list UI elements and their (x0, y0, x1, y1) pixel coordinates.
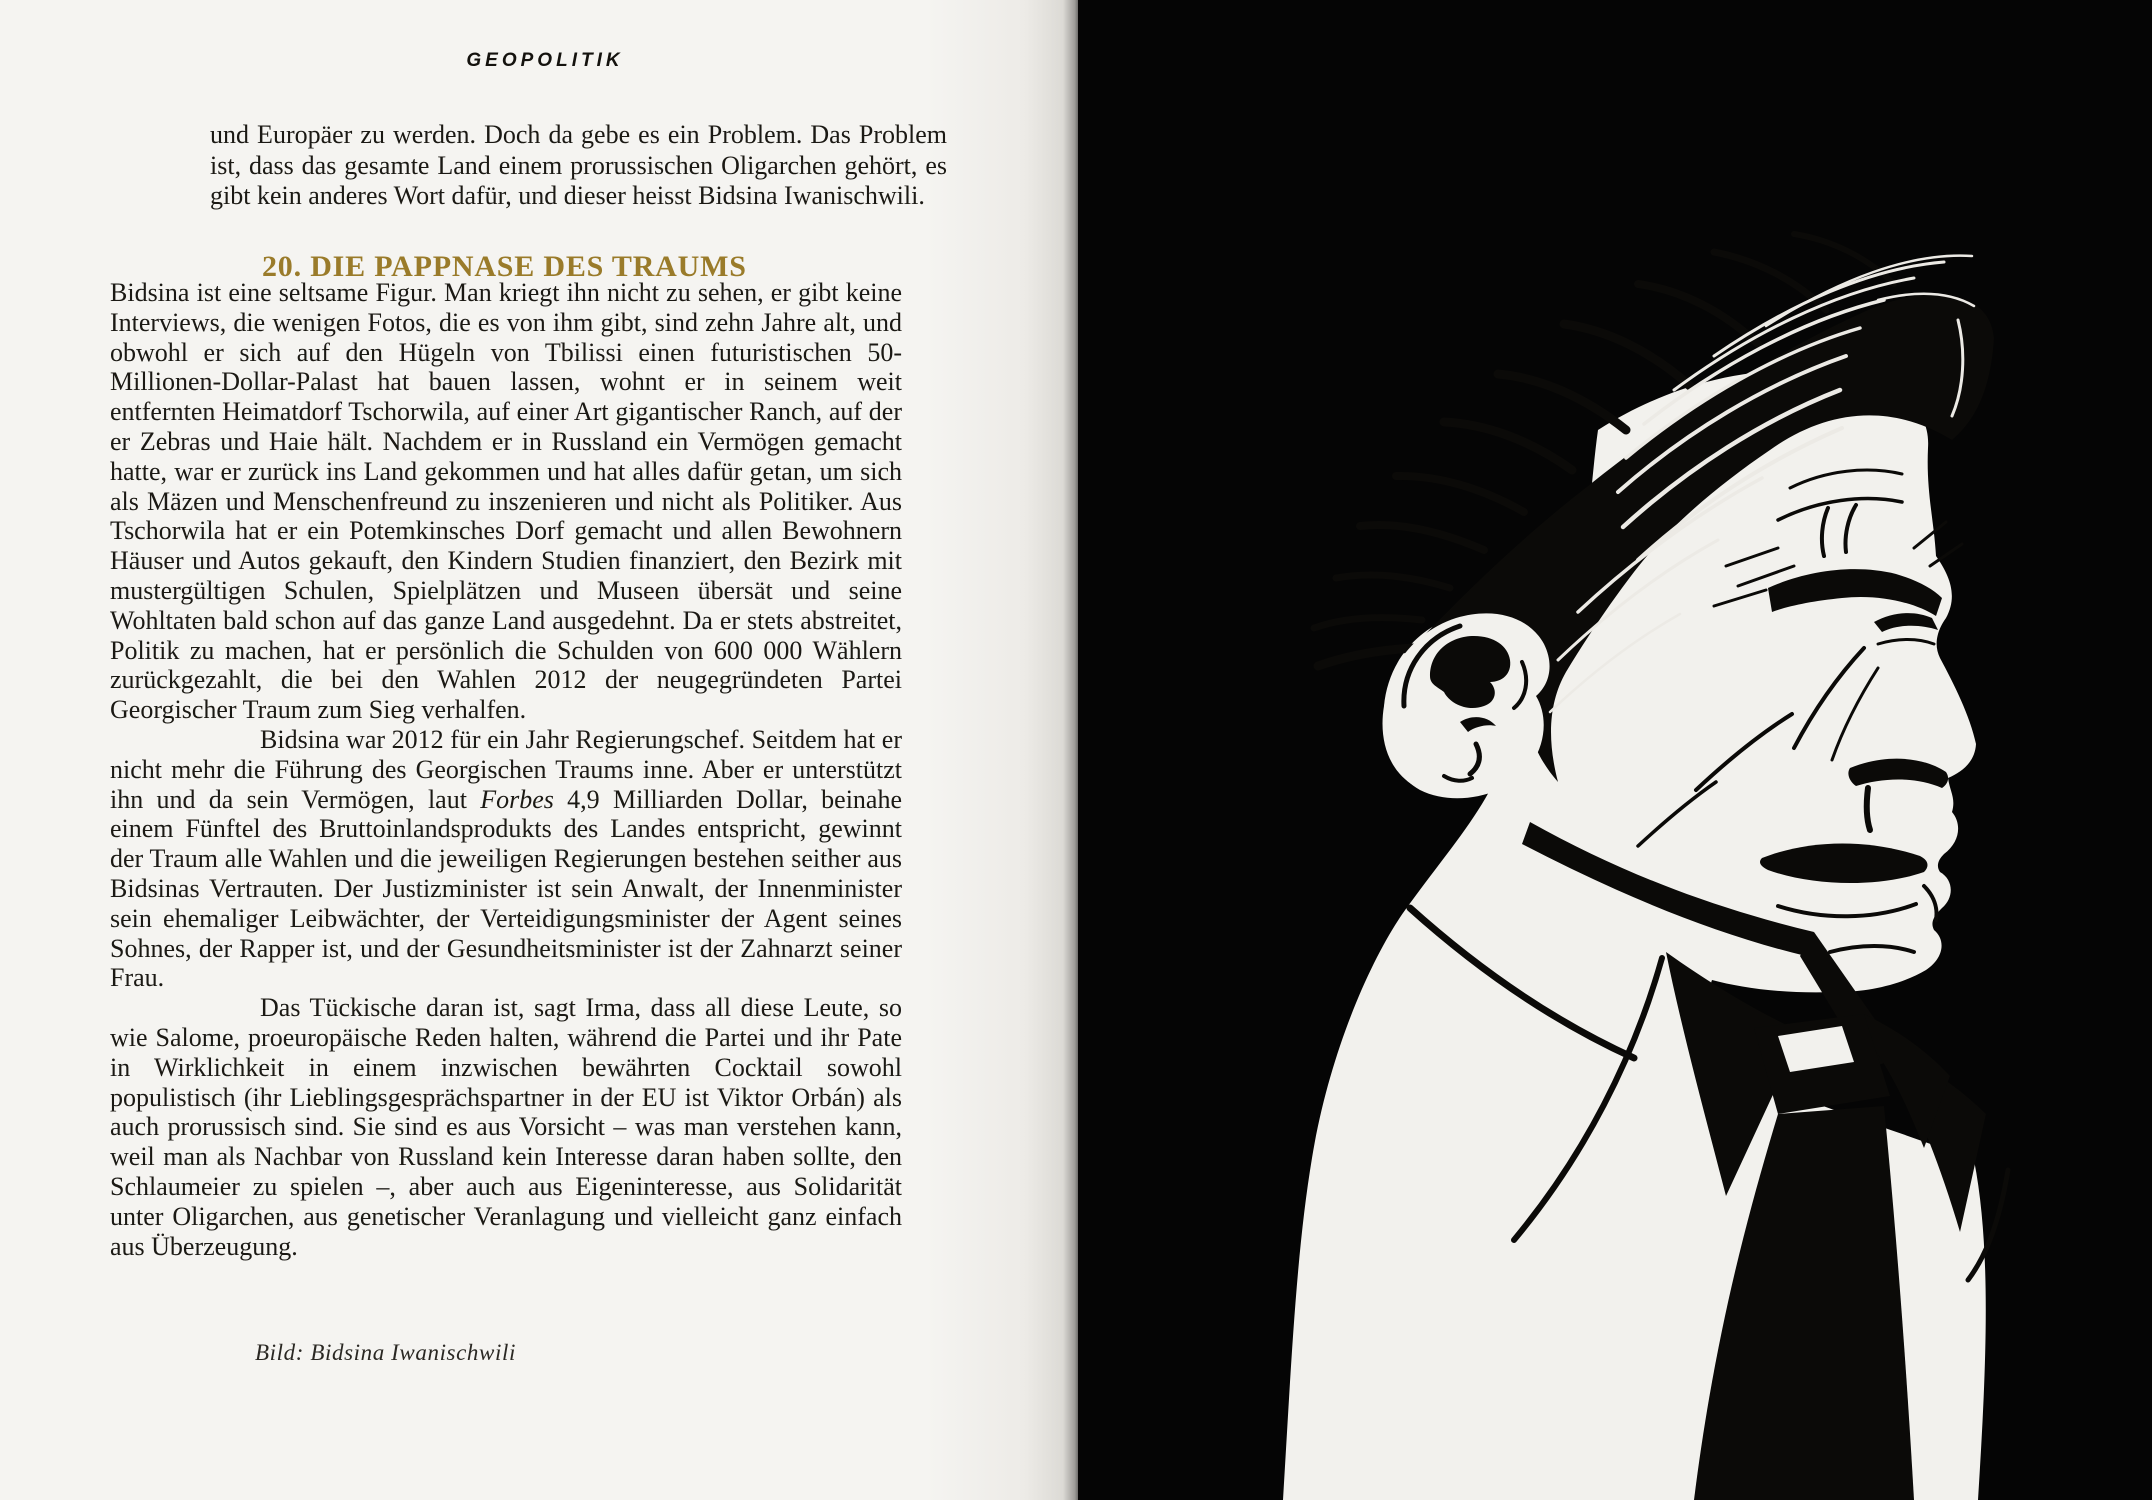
magazine-name-italic: Forbes (480, 784, 554, 814)
body-paragraph (110, 725, 902, 993)
image-credit-caption: Bild: Bidsina Iwanischwili (255, 1340, 516, 1365)
illustration-page (1078, 0, 2152, 1500)
paragraph-text: Bidsina war 2012 für ein Jahr Regierungschef. Seitdem hat er nicht mehr die Führung des Georgischen Traums inne. Aber er unterstützt ihn und da sein Vermögen, laut (110, 724, 902, 814)
portrait-illustration (1078, 0, 2152, 1500)
body-paragraph: Das Tückische daran ist, sagt Irma, dass all diese Leute, so wie Salome, proeuropäische Reden halten, während die Partei und ihr Pate in Wirklichkeit in einem inzwischen bewährten Cocktail sowohl populistisch (ihr Lieblingsgesprächspartner in der EU ist Viktor Orbán) als auch prorussisch sind. Sie sind es aus Vorsicht – was man verstehen kann, weil man als Nachbar von Russland kein Interesse daran haben sollte, den Schlaumeier zu spielen –, aber auch aus Eigeninteresse, aus Solidarität unter Oligarchen, aus genetischer Veranlagung und vielleicht ganz einfach aus Überzeugung. (110, 993, 902, 1261)
chapter-heading: 20. DIE PAPPNASE DES TRAUMS (262, 249, 747, 283)
body-paragraph: Bidsina ist eine seltsame Figur. Man kriegt ihn nicht zu sehen, er gibt keine Interviews, die wenigen Fotos, die es von ihm gibt, sind zehn Jahre alt, und obwohl er sich auf den Hügeln von Tbilissi einen futuristischen 50-Millionen-Dollar-Palast hat bauen lassen, wohnt er in seinem weit entfernten Heimatdorf Tschorwila, auf einer Art gigantischer Ranch, auf der er Zebras und Haie hält. Nachdem er in Russland ein Vermögen gemacht hatte, war er zurück ins Land gekommen und hat alles dafür getan, um sich als Mäzen und Menschenfreund zu inszenieren und nicht als Politiker. Aus Tschorwila hat er ein Potemkinsches Dorf gemacht und allen Bewohnern Häuser und Autos gekauft, den Kindern Studien finanziert, den Bezirk mit mustergültigen Schulen, Spielplätzen und Museen übersät und seine Wohltaten bald schon auf das ganze Land ausgedehnt. Da er stets abstreitet, Politik zu machen, hat er persönlich die Schulden von 600 000 Wählern zurückgezahlt, die bei den Wahlen 2012 der neugegründeten Partei Georgischer Traum zum Sieg verhalfen. (110, 278, 902, 725)
article-body (110, 278, 902, 1261)
section-kicker: GEOPOLITIK (466, 50, 624, 71)
paragraph-text: 4,9 Milliarden Dollar, beinahe einem Fünftel des Bruttoinlandsprodukts des Landes entspricht, gewinnt der Traum alle Wahlen und die jeweiligen Regierungen bestehen seither aus Bidsinas Vertrauten. Der Justizminister ist sein Anwalt, der Innenminister sein ehemaliger Leibwächter, der Verteidigungsminister der Agent seines Sohnes, der Rapper ist, und der Gesundheitsminister ist der Zahnarzt seiner Frau. (110, 784, 902, 993)
intro-paragraph: und Europäer zu werden. Doch da gebe es ein Problem. Das Problem ist, dass das gesamte Land einem prorussischen Oligarchen gehört, es gibt kein anderes Wort dafür, und dieser heisst Bidsina Iwanischwili. (210, 120, 947, 210)
